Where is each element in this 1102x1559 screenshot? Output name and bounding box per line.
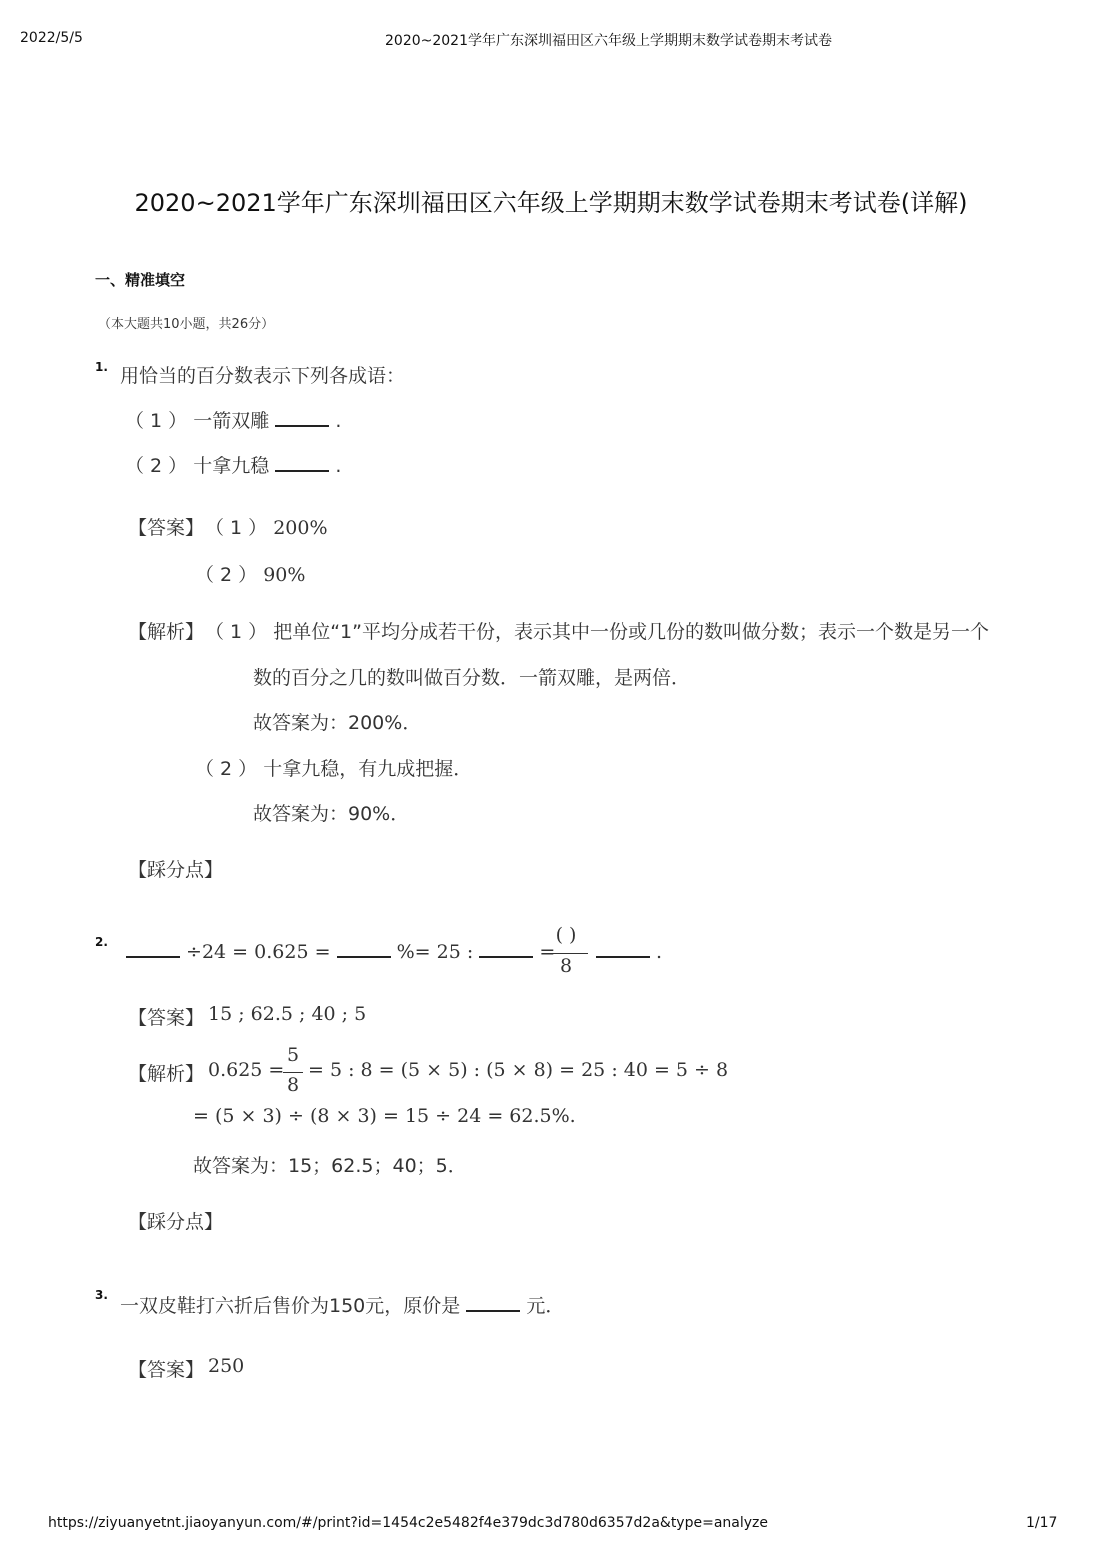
section-heading: 一、精准填空 [95,271,186,289]
q3-stem-line [120,1291,564,1318]
analysis-text: 十拿九稳，有九成把握． [263,758,473,780]
question-number: 1. [95,360,108,374]
analysis-line: 数的百分之几的数叫做百分数．一箭双雕，是两倍． [253,667,691,689]
answer-blank [126,940,180,958]
analysis-part-1 [205,617,989,644]
item-text: 一箭双雕 [193,410,270,432]
answer-value: 15 ; 62.5 ; 40 ; 5 [208,1003,367,1025]
analysis-label: 【解析】 [128,621,205,643]
question-stem: 用恰当的百分数表示下列各成语： [120,365,406,387]
answer-blank [479,940,533,958]
equation-part: = [539,941,556,963]
analysis-line: 故答案为：15；62.5；40；5． [193,1155,467,1177]
part-label: （ 1 ） [205,517,268,539]
period: . [335,410,342,432]
answer-value: 200% [273,517,328,539]
footer-url: https://ziyuanyetnt.jiaoyanyun.com/#/print?id=1454c2e5482f4e379dc3d780d6357d2a&type=analyze [48,1515,768,1531]
answer-blank [275,409,329,427]
analysis-fraction [283,1044,303,1100]
answer-label: 【答案】 [128,1007,205,1029]
analysis-line: 故答案为：90%． [253,803,410,825]
period: . [656,941,663,963]
fraction-bar [544,953,588,954]
fraction-numerator: 5 [286,1044,300,1066]
section-note: （本大题共10小题，共26分） [98,317,275,332]
page-title: 2020~2021学年广东深圳福田区六年级上学期期末数学试卷期末考试卷(详解) [134,189,968,217]
unit: 元． [526,1295,565,1317]
analysis-label: 【解析】 [128,1063,205,1085]
print-date: 2022/5/5 [20,30,83,46]
question-stem: 一双皮鞋打六折后售价为150元，原价是 [120,1295,461,1317]
part-label: （ 2 ） [195,758,258,780]
item-text: 十拿九稳 [193,455,270,477]
answer-value: 90% [263,564,306,586]
fraction-bar [283,1072,303,1073]
part-label: （ 1 ） [125,410,188,432]
answer-value: 250 [208,1355,245,1377]
period: . [335,455,342,477]
part-label: （ 2 ） [195,564,258,586]
answer-blank [275,454,329,472]
answer-part-1 [205,513,328,540]
analysis-eq-post: = 5 : 8 = (5 × 5) : (5 × 8) = 25 : 40 = 5 ÷ 8 [308,1059,729,1081]
q2-tail [596,940,662,963]
fraction-numerator: ( ) [555,924,577,946]
answer-label: 【答案】 [128,517,205,539]
question-number: 2. [95,935,108,949]
part-label: （ 1 ） [205,621,268,643]
answer-blank [337,940,391,958]
analysis-text: 把单位“1”平均分成若干份，表示其中一份或几份的数叫做分数；表示一个数是另一个 [273,621,989,643]
q1-item-2 [125,451,341,478]
answer-part-2 [195,560,305,587]
score-point-label: 【踩分点】 [128,859,224,881]
analysis-line: 故答案为：200%． [253,712,422,734]
answer-blank [466,1294,520,1312]
part-label: （ 2 ） [125,455,188,477]
fraction-denominator: 8 [559,955,573,977]
analysis-line: = (5 × 3) ÷ (8 × 3) = 15 ÷ 24 = 62.5%. [193,1105,576,1127]
page-number: 1/17 [1026,1515,1058,1531]
fraction-denominator: 8 [286,1074,300,1096]
print-header-title: 2020~2021学年广东深圳福田区六年级上学期期末数学试卷期末考试卷 [385,33,832,49]
analysis-part-2 [195,754,472,781]
analysis-eq-pre: 0.625 = [208,1059,285,1081]
q2-equation [126,940,555,963]
question-number: 3. [95,1288,108,1302]
q1-item-1 [125,406,341,433]
q2-fraction [544,924,588,982]
answer-label: 【答案】 [128,1359,205,1381]
equation-part: ÷24 = 0.625 = [186,941,331,963]
answer-blank [596,940,650,958]
score-point-label: 【踩分点】 [128,1211,224,1233]
equation-part: %= 25 : [396,941,474,963]
